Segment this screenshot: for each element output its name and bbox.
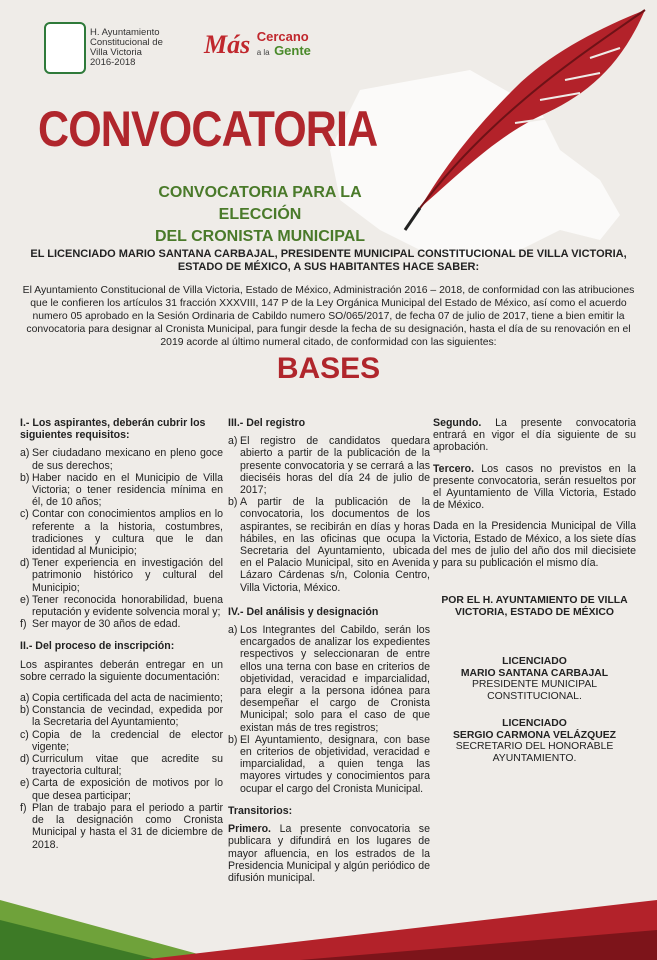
dado-en: Dada en la Presidencia Municipal de Villa Victoria, Estado de México, a los siete días del mes de julio del año dos mil diecisiete y para su publicación el mismo día. <box>433 520 636 570</box>
signer-1-name: MARIO SANTANA CARBAJAL <box>460 667 609 679</box>
list-item: e) Carta de exposición de motivos por lo que desea participar; <box>20 777 223 802</box>
slogan-cercano: Cercano <box>256 29 309 44</box>
slogan-gente: Gente <box>274 43 311 58</box>
list-item: f) Plan de trabajo para el periodo a partir de la designación como Cronista Municipal y hasta el 31 de diciembre de 2018. <box>20 801 223 851</box>
list-item: b) A partir de la publicación de la convocatoria, los documentos de los aspirantes, se recibirán en días y horas hábiles, en las oficinas que ocupa la Secretaria del Ayuntamiento, ubicada en el Palacio Municipal, sito en Avenida Lázaro Cárdenas s/n, Colonia Centro, Villa Victoria, México. <box>228 496 430 594</box>
subtitle: CONVOCATORIA PARA LA ELECCIÓN DEL CRONISTA MUNICIPAL <box>154 184 366 245</box>
bases-title: BASES <box>276 352 381 385</box>
section-4-heading: IV.- Del análisis y designación <box>228 605 379 618</box>
slogan-ala: a la <box>256 48 270 57</box>
quill-icon <box>400 8 650 233</box>
list-item: a) Ser ciudadano mexicano en pleno goce de sus derechos; <box>20 447 223 472</box>
list-item: d) Curriculum vitae que acredite su trayectoria cultural; <box>20 753 223 778</box>
transitorios-heading: Transitorios: <box>228 804 293 817</box>
list-item: b) Constancia de vecindad, expedida por la Secretaria del Ayuntamiento; <box>20 704 223 729</box>
section-2-heading: II.- Del proceso de inscripción: <box>20 640 175 653</box>
ayuntamiento-name: H. Ayuntamiento Constitucional de Villa Victoria 2016-2018 <box>90 27 163 68</box>
list-item: c) Contar con conocimientos amplios en lo referente a la historia, costumbres, tradiciones y cultura que le dan identidad al Municipio; <box>20 508 223 558</box>
column-3 <box>433 417 636 764</box>
signer-2-role: SECRETARIO DEL HONORABLE AYUNTAMIENTO. <box>455 741 614 764</box>
list-item: c) Copia de la credencial de elector vigente; <box>20 728 223 753</box>
page-title: CONVOCATORIA <box>38 101 378 157</box>
list-item: a) Copia certificada del acta de nacimiento; <box>20 692 223 705</box>
signer-1-role: PRESIDENTE MUNICIPAL CONSTITUCIONAL. <box>471 679 598 702</box>
intro-heading: EL LICENCIADO MARIO SANTANA CARBAJAL, PRESIDENTE MUNICIPAL CONSTITUCIONAL DE VILLA VICTORIA, ESTADO DE MÉXICO, A SUS HABITANTES HACE SABER: <box>30 248 627 273</box>
signature-por: POR EL H. AYUNTAMIENTO DE VILLA VICTORIA, ESTADO DE MÉXICO <box>441 595 628 618</box>
list-item: f) Ser mayor de 30 años de edad. <box>20 618 181 631</box>
column-2 <box>228 417 430 893</box>
mas-cercano-logo <box>204 30 311 60</box>
section-1-list <box>20 447 223 630</box>
list-item: b) El Ayuntamiento, designara, con base en criterios de objetividad, veracidad e imparcialidad, a quien tenga las mayores virtudes y conocimientos para ocupar el cargo del Cronista Municipal. <box>228 733 430 795</box>
transitorio-tercero: Tercero. Los casos no previstos en la presente convocatoria, serán resueltos por el Ayuntamiento de Villa Victoria, Estado de México. <box>433 462 636 512</box>
section-2-list <box>20 692 223 851</box>
list-item: e) Tener reconocida honorabilidad, buena reputación y evidente solvencia moral y; <box>20 593 223 619</box>
list-item: d) Tener experiencia en investigación del patrimonio histórico y cultural del Municipio; <box>20 557 223 594</box>
column-1 <box>20 417 223 857</box>
slogan-mas: Más <box>204 30 251 59</box>
transitorio-primero: Primero. La presente convocatoria se publicara y difundirá en los lugares de mayor afluencia, en los estrados de la Presidencia Municipal y algún periódico de difusión municipal. <box>228 823 430 884</box>
transitorio-segundo: Segundo. La presente convocatoria entrará en vigor el día siguiente de su aprobación. <box>433 417 636 454</box>
section-3-list <box>228 435 430 594</box>
section-1-heading: I.- Los aspirantes, deberán cubrir los siguientes requisitos: <box>20 417 206 442</box>
section-4-list <box>228 624 430 795</box>
signer-2-name: SERGIO CARMONA VELÁZQUEZ <box>453 729 616 741</box>
signature-block: POR EL H. AYUNTAMIENTO DE VILLA VICTORIA, ESTADO DE MÉXICO LICENCIADO MARIO SANTANA CARBAJAL PRESIDENTE MUNICIPAL CONSTITUCIONAL. LICENCIADO SERGIO CARMONA VELÁZQUEZ SECRETARIO DEL HONORABLE AYUNTAMIENTO. <box>433 595 636 764</box>
list-item: b) Haber nacido en el Municipio de Villa Victoria; o tener residencia mínima en él, de 10 años; <box>20 471 223 509</box>
intro-body: El Ayuntamiento Constitucional de Villa Victoria, Estado de México, Administración 2016 – 2018, de conformidad con las atribuciones que le confieren los artículos 31 fracción XXXVIII, 147 P de la Ley Orgánica Municipal del Estado de México, así como el acuerdo numero 05 aprobado en la Sesión Ordinaria de Cabildo numero SO/065/2017, de fecha 07 de julio de 2017, tiene a bien emitir la convocatoria para designar al Cronista Municipal, para fungir desde la fecha de su designación, hasta el día de su renovación en el 2019 acorde al último numeral citado, de conformidad con las siguientes: <box>22 285 635 348</box>
list-item: a) Los Integrantes del Cabildo, serán los encargados de analizar los expedientes respectivos y seleccionaran de entre ellos una terna con base en criterios de objetividad, veracidad e imparcialidad, para elegir a la persona idónea para desempeñar el cargo de Cronista Municipal; solo para el caso de que existan más de tres registros; <box>228 624 430 734</box>
section-3-heading: III.- Del registro <box>228 417 306 429</box>
ayuntamiento-seal-logo <box>44 22 86 74</box>
bottom-decorative-band <box>0 860 657 960</box>
list-item: a) El registro de candidatos quedara abierto a partir de la publicación de la presente convocatoria y se cerrará a las dieciséis horas del día 24 de julio de 2017; <box>228 435 430 497</box>
section-2-intro: Los aspirantes deberán entregar en un sobre cerrado la siguiente documentación: <box>20 658 223 683</box>
